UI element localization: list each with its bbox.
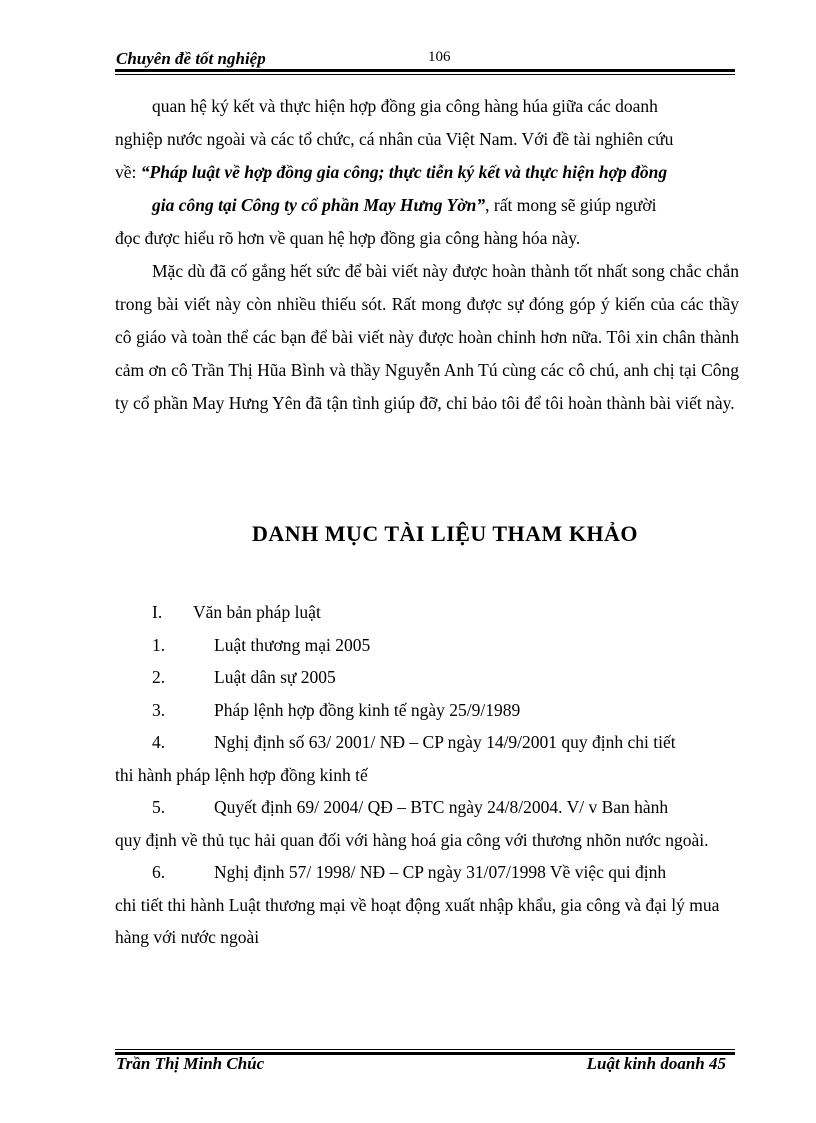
references-list — [115, 596, 739, 954]
reference-text: Luật thương mại 2005 — [214, 634, 371, 655]
header-title: Chuyên đề tốt nghiệp — [116, 49, 266, 68]
paragraph-acknowledgement: Mặc dù đã cố gắng hết sức để bài viết này được hoàn thành tốt nhất song chắc chắn trong bài viết này còn nhiều thiếu sót. Rất mong được sự đóng góp ý kiến của các thầy cô giáo và toàn thể các bạn để bài viết này được hoàn chỉnh hơn nữa. Tôi xin chân thành cảm ơn cô Trần Thị Hũa Bình và thầy Nguyễn Anh Tú cùng các cô chú, anh chị tại Công ty cổ phần May Hưng Yên đã tận tình giúp đỡ, chỉ bảo tôi để tôi hoàn thành bài viết này. — [115, 261, 739, 413]
text-line: nghiệp nước ngoài và các tổ chức, cá nhân của Việt Nam. Với đề tài nghiên cứu — [115, 129, 674, 149]
reference-item — [115, 726, 739, 791]
reference-number: 3. — [152, 699, 166, 720]
reference-text-cont: chi tiết thi hành Luật thương mại về hoạt động xuất nhập khẩu, gia công và đại lý mua hàng với nước ngoài — [115, 894, 720, 947]
reference-text-cont: thi hành pháp lệnh hợp đồng kinh tế — [115, 764, 368, 785]
reference-item — [115, 661, 739, 694]
section-number: I. — [152, 602, 163, 622]
reference-text: Nghị định 57/ 1998/ NĐ – CP ngày 31/07/1998 Về việc qui định — [214, 862, 667, 882]
references-section-heading — [115, 596, 739, 629]
thesis-topic-cont: gia công tại Công ty cổ phần May Hưng Yờn” — [152, 195, 486, 215]
section-title: Văn bản pháp luật — [193, 602, 321, 622]
paragraph-intro — [115, 90, 739, 255]
text-line — [115, 156, 739, 189]
text-line: đọc được hiểu rõ hơn về quan hệ hợp đồng gia công hàng hóa này. — [115, 228, 581, 248]
reference-number: 1. — [152, 634, 166, 655]
references-title: DANH MỤC TÀI LIỆU THAM KHẢO — [251, 521, 639, 546]
page-number: 106 — [428, 49, 451, 65]
text-line — [115, 189, 739, 222]
reference-item — [115, 629, 739, 662]
reference-number: 4. — [152, 732, 166, 752]
reference-text-cont: quy định về thủ tục hải quan đối với hàng hoá gia công với thương nhõn nước ngoài. — [115, 829, 709, 850]
reference-item — [115, 856, 739, 954]
thesis-topic: “Pháp luật về hợp đồng gia công; thực tiễn ký kết và thực hiện hợp đồng — [140, 162, 668, 182]
text-line: quan hệ ký kết và thực hiện hợp đồng gia công hàng húa giữa các doanh — [152, 96, 658, 116]
text-fragment: , rất mong sẽ giúp người — [485, 195, 657, 215]
reference-text: Pháp lệnh hợp đồng kinh tế ngày 25/9/1989 — [214, 699, 521, 720]
reference-number: 6. — [152, 862, 166, 882]
reference-number: 5. — [152, 797, 166, 817]
header-rule — [115, 69, 735, 75]
reference-item — [115, 791, 739, 856]
footer-course: Luật kinh doanh 45 — [586, 1054, 726, 1073]
reference-text: Luật dân sự 2005 — [214, 667, 336, 687]
reference-number: 2. — [152, 667, 166, 687]
footer-author: Trần Thị Minh Chúc — [116, 1054, 265, 1073]
reference-text: Quyết định 69/ 2004/ QĐ – BTC ngày 24/8/2004. V/ v Ban hành — [214, 797, 669, 817]
reference-item — [115, 694, 739, 727]
reference-text: Nghị định số 63/ 2001/ NĐ – CP ngày 14/9/2001 quy định chi tiết — [214, 732, 676, 752]
text-fragment: về: — [115, 162, 141, 182]
